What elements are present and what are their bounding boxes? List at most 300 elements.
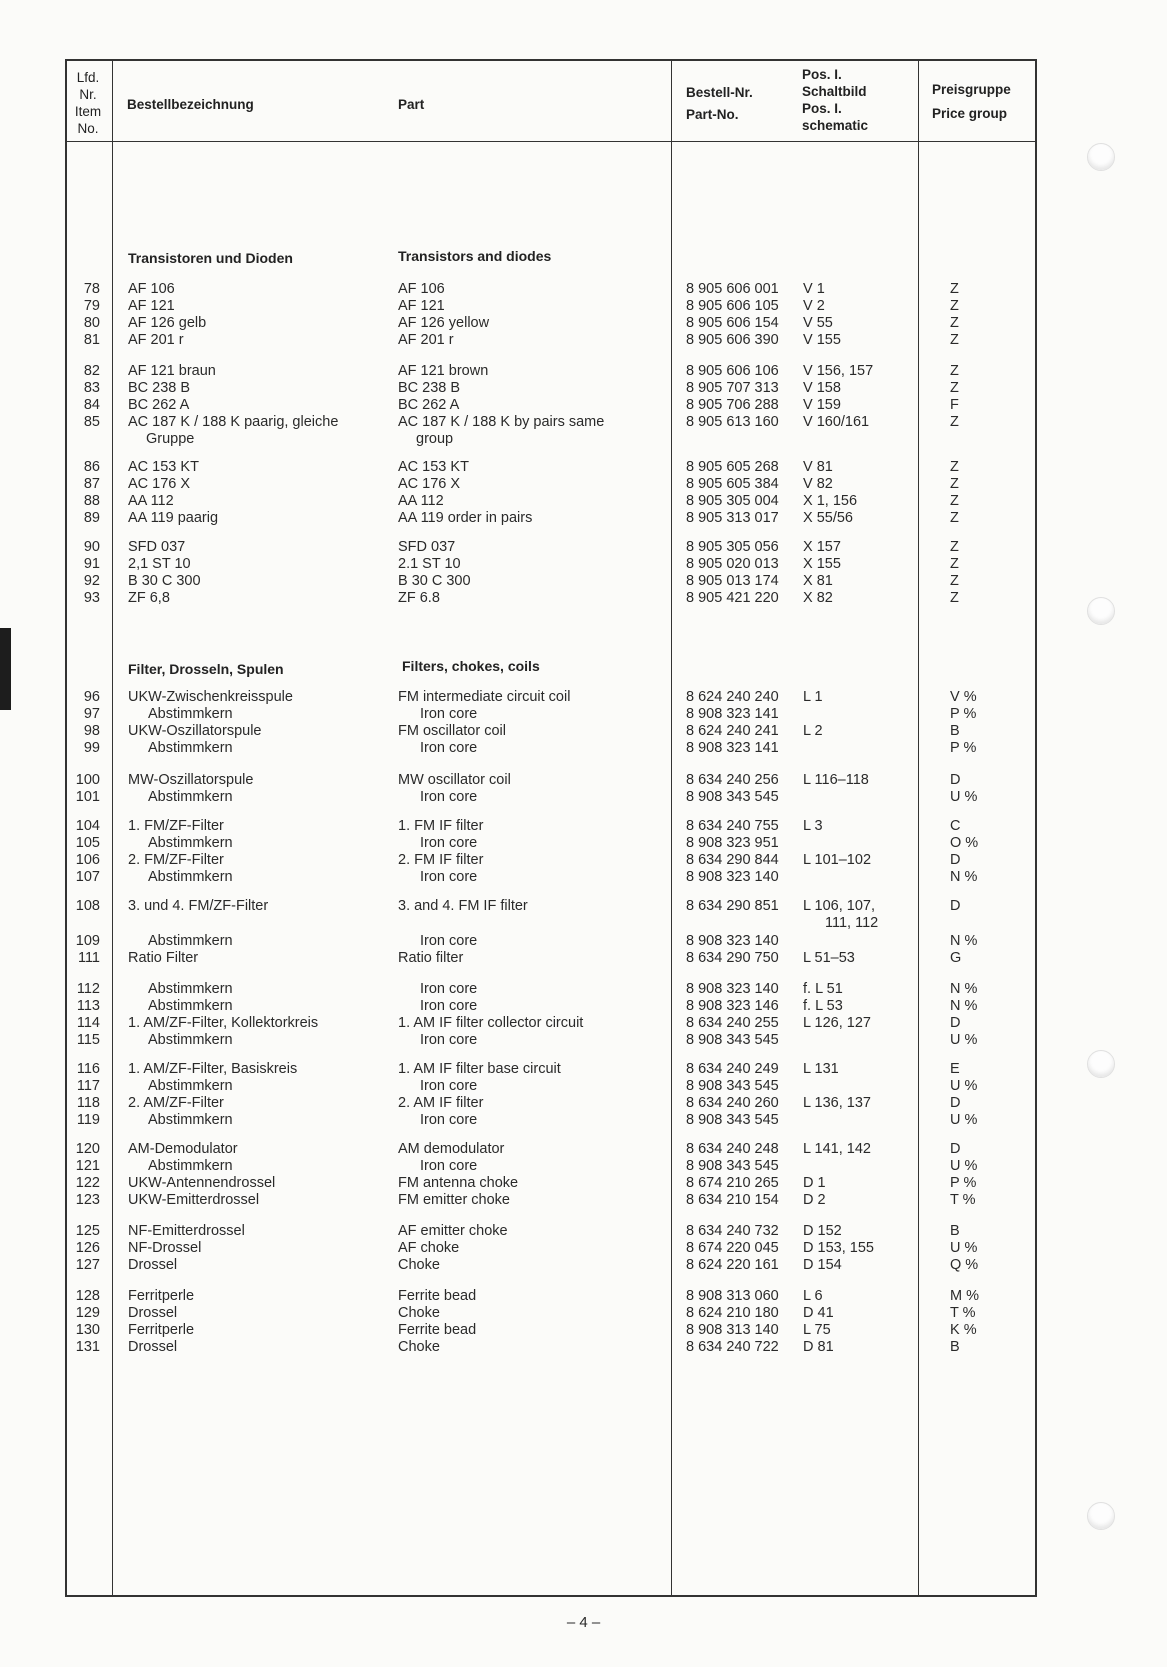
part-description: AC 176 X	[398, 476, 461, 492]
item-number: 89	[83, 510, 100, 526]
part-number: 8 908 323 146	[686, 998, 779, 1014]
header-text: No.	[77, 121, 99, 136]
part-number: 8 624 210 180	[686, 1305, 779, 1321]
table-row	[0, 932, 1167, 950]
part-description: AC 187 K / 188 K by pairs same	[398, 414, 605, 430]
item-number: 131	[75, 1339, 100, 1355]
part-description: SFD 037	[398, 539, 456, 555]
part-number: 8 624 220 161	[686, 1257, 779, 1273]
order-description: Ratio Filter	[128, 950, 199, 966]
part-description: BC 262 A	[398, 397, 460, 413]
item-number: 119	[76, 1112, 100, 1128]
order-description: Abstimmkern	[148, 1158, 233, 1174]
price-group: N %	[950, 933, 978, 949]
price-group: Z	[950, 573, 959, 589]
item-number: 104	[75, 818, 100, 834]
part-number: 8 908 323 141	[686, 740, 779, 756]
punch-hole	[1087, 1502, 1115, 1530]
part-number: 8 908 343 545	[686, 1078, 779, 1094]
order-description: AF 106	[128, 281, 175, 297]
item-number: 91	[83, 556, 100, 572]
part-number: 8 674 220 045	[686, 1240, 779, 1256]
header-text: Price group	[932, 106, 1008, 121]
item-number: 112	[76, 981, 100, 997]
item-number: 122	[75, 1175, 100, 1191]
header-order-desc: Bestellbezeichnung	[127, 97, 254, 112]
item-number: 121	[75, 1158, 100, 1174]
part-description: AF 126 yellow	[398, 315, 490, 331]
section-title-de: Filter, Drosseln, Spulen	[128, 661, 284, 677]
order-description: Abstimmkern	[148, 1078, 233, 1094]
price-group: K %	[950, 1322, 977, 1338]
schematic-position: X 82	[803, 590, 833, 606]
part-description: Choke	[398, 1339, 440, 1355]
punch-hole	[1087, 143, 1115, 171]
table-row	[0, 1014, 1167, 1032]
price-group: N %	[950, 981, 978, 997]
item-number: 87	[83, 476, 100, 492]
part-number: 8 905 613 160	[686, 414, 779, 430]
part-description: 3. and 4. FM IF filter	[398, 898, 528, 914]
part-description: Iron core	[420, 1158, 478, 1174]
price-group: D	[950, 852, 961, 868]
part-description: AF 121	[398, 298, 445, 314]
price-group: P %	[950, 740, 977, 756]
order-description: UKW-Zwischenkreisspule	[128, 689, 293, 705]
table-row	[0, 509, 1167, 527]
price-group: M %	[950, 1288, 979, 1304]
schematic-position: D 2	[803, 1192, 826, 1208]
order-description: Abstimmkern	[148, 933, 233, 949]
order-description: ZF 6,8	[128, 590, 170, 606]
item-number: 84	[83, 397, 100, 413]
schematic-position: L 3	[803, 818, 823, 834]
schematic-position: V 81	[803, 459, 833, 475]
part-number: 8 908 343 545	[686, 789, 779, 805]
item-number: 81	[83, 332, 100, 348]
part-number: 8 908 343 545	[686, 1112, 779, 1128]
part-number: 8 905 606 154	[686, 315, 779, 331]
price-group: Z	[950, 332, 959, 348]
schematic-position: V 156, 157	[803, 363, 874, 379]
order-description: AF 126 gelb	[128, 315, 207, 331]
price-group: D	[950, 1095, 961, 1111]
price-group: Q %	[950, 1257, 979, 1273]
table-row	[0, 851, 1167, 869]
item-number: 92	[83, 573, 100, 589]
part-number: 8 908 323 140	[686, 981, 779, 997]
table-row	[0, 1111, 1167, 1129]
header-text: Item	[74, 104, 102, 119]
table-row	[0, 396, 1167, 414]
table-row	[0, 538, 1167, 556]
item-number: 116	[76, 1061, 100, 1077]
price-group: Z	[950, 281, 959, 297]
table-row	[0, 705, 1167, 723]
price-group: T %	[950, 1305, 976, 1321]
price-group: D	[950, 772, 961, 788]
price-group: D	[950, 898, 961, 914]
part-number: 8 905 013 174	[686, 573, 779, 589]
item-number: 97	[83, 706, 100, 722]
item-number: 115	[76, 1032, 100, 1048]
header-text: schematic	[802, 118, 869, 133]
order-description: Abstimmkern	[148, 998, 233, 1014]
header-part: Part	[398, 97, 425, 112]
price-group: D	[950, 1015, 961, 1031]
item-number: 114	[76, 1015, 100, 1031]
part-description: Ratio filter	[398, 950, 464, 966]
item-number: 83	[83, 380, 100, 396]
part-number: 8 905 421 220	[686, 590, 779, 606]
part-description: BC 238 B	[398, 380, 461, 396]
order-description: Drossel	[128, 1339, 178, 1355]
order-description: 1. AM/ZF-Filter, Kollektorkreis	[128, 1015, 319, 1031]
header-price-group	[932, 78, 1011, 126]
part-number: 8 908 323 951	[686, 835, 779, 851]
price-group: C	[950, 818, 961, 834]
order-description: 1. AM/ZF-Filter, Basiskreis	[128, 1061, 298, 1077]
header-text: Pos. I.	[802, 101, 842, 116]
table-row	[0, 1077, 1167, 1095]
schematic-position: L 141, 142	[803, 1141, 871, 1157]
price-group: Z	[950, 556, 959, 572]
price-group: P %	[950, 1175, 977, 1191]
item-number: 130	[75, 1322, 100, 1338]
section-title-en: Transistors and diodes	[398, 248, 552, 264]
order-description: Abstimmkern	[148, 740, 233, 756]
part-number: 8 634 240 732	[686, 1223, 779, 1239]
table-row	[0, 589, 1167, 607]
part-number: 8 905 313 017	[686, 510, 779, 526]
table-row	[0, 379, 1167, 397]
price-group: Z	[950, 315, 959, 331]
order-description: 2. FM/ZF-Filter	[128, 852, 224, 868]
header-order-no	[686, 82, 753, 126]
order-description: AA 112	[128, 493, 174, 509]
order-description: NF-Emitterdrossel	[128, 1223, 245, 1239]
item-number: 106	[75, 852, 100, 868]
schematic-position: X 157	[803, 539, 841, 555]
schematic-position: D 1	[803, 1175, 826, 1191]
price-group: U %	[950, 1158, 978, 1174]
part-number: 8 624 240 240	[686, 689, 779, 705]
table-row	[0, 1157, 1167, 1175]
item-number: 117	[76, 1078, 100, 1094]
item-number: 120	[75, 1141, 100, 1157]
schematic-position: L 116–118	[803, 772, 869, 788]
table-row	[0, 1191, 1167, 1209]
header-pos	[802, 66, 868, 134]
schematic-position: V 2	[803, 298, 825, 314]
part-number: 8 634 240 248	[686, 1141, 779, 1157]
part-number: 8 905 305 056	[686, 539, 779, 555]
part-number: 8 905 605 268	[686, 459, 779, 475]
table-row	[0, 1256, 1167, 1274]
part-description: Ferrite bead	[398, 1288, 477, 1304]
order-description: MW-Oszillatorspule	[128, 772, 254, 788]
part-description: FM intermediate circuit coil	[398, 689, 571, 705]
table-row	[0, 430, 1167, 448]
item-number: 128	[75, 1288, 100, 1304]
part-number: 8 634 210 154	[686, 1192, 779, 1208]
schematic-position: X 155	[803, 556, 841, 572]
part-description: AM demodulator	[398, 1141, 505, 1157]
price-group: N %	[950, 998, 978, 1014]
price-group: B	[950, 1339, 960, 1355]
order-description: NF-Drossel	[128, 1240, 202, 1256]
part-number: 8 908 313 140	[686, 1322, 779, 1338]
part-description: Iron core	[420, 1078, 478, 1094]
schematic-position: L 2	[803, 723, 823, 739]
order-description: Gruppe	[146, 431, 195, 447]
schematic-position: D 41	[803, 1305, 834, 1321]
price-group: Z	[950, 298, 959, 314]
schematic-position: L 126, 127	[803, 1015, 871, 1031]
order-description: 2. AM/ZF-Filter	[128, 1095, 224, 1111]
table-row	[0, 980, 1167, 998]
part-description: AA 119 order in pairs	[398, 510, 533, 526]
schematic-position: V 155	[803, 332, 841, 348]
table-row	[0, 314, 1167, 332]
order-description: 2,1 ST 10	[128, 556, 191, 572]
schematic-position: f. L 53	[803, 998, 843, 1014]
order-description: AC 176 X	[128, 476, 191, 492]
table-row	[0, 297, 1167, 315]
table-row	[0, 413, 1167, 431]
item-number: 111	[77, 950, 100, 966]
item-number: 93	[83, 590, 100, 606]
table-row	[0, 1174, 1167, 1192]
table-row	[0, 1287, 1167, 1305]
schematic-position: D 154	[803, 1257, 842, 1273]
item-number: 101	[75, 789, 100, 805]
table-row	[0, 817, 1167, 835]
price-group: Z	[950, 510, 959, 526]
table-row	[0, 1304, 1167, 1322]
part-description: 1. FM IF filter	[398, 818, 484, 834]
item-number: 90	[83, 539, 100, 555]
table-row	[0, 458, 1167, 476]
table-row	[0, 492, 1167, 510]
price-group: Z	[950, 414, 959, 430]
order-description: Ferritperle	[128, 1322, 195, 1338]
schematic-position: L 6	[803, 1288, 823, 1304]
part-description: 1. AM IF filter collector circuit	[398, 1015, 584, 1031]
part-description: AF 201 r	[398, 332, 454, 348]
part-number: 8 634 240 260	[686, 1095, 779, 1111]
schematic-position: V 55	[803, 315, 833, 331]
part-number: 8 634 290 750	[686, 950, 779, 966]
table-row	[0, 868, 1167, 886]
schematic-position: L 131	[803, 1061, 839, 1077]
order-description: Abstimmkern	[148, 1032, 233, 1048]
part-description: Ferrite bead	[398, 1322, 477, 1338]
part-description: AF choke	[398, 1240, 460, 1256]
part-description: B 30 C 300	[398, 573, 471, 589]
item-number: 108	[75, 898, 100, 914]
schematic-position: f. L 51	[803, 981, 843, 997]
part-description: ZF 6.8	[398, 590, 440, 606]
schematic-position: L 1	[803, 689, 823, 705]
table-row	[0, 949, 1167, 967]
part-number: 8 908 323 140	[686, 869, 779, 885]
table-row	[0, 1094, 1167, 1112]
table-row	[0, 362, 1167, 380]
part-description: MW oscillator coil	[398, 772, 511, 788]
price-group: P %	[950, 706, 977, 722]
price-group: Z	[950, 476, 959, 492]
header-text: Bestell-Nr.	[686, 85, 753, 100]
order-description: AF 201 r	[128, 332, 184, 348]
part-description: Choke	[398, 1305, 440, 1321]
table-row	[0, 1222, 1167, 1240]
table-row	[0, 1140, 1167, 1158]
table-row	[0, 1321, 1167, 1339]
order-description: UKW-Oszillatorspule	[128, 723, 262, 739]
header-text: Schaltbild	[802, 84, 867, 99]
item-number: 129	[75, 1305, 100, 1321]
order-description: Abstimmkern	[148, 835, 233, 851]
schematic-position: V 1	[803, 281, 825, 297]
table-row	[0, 572, 1167, 590]
item-number: 105	[75, 835, 100, 851]
price-group: V %	[950, 689, 977, 705]
order-description: AM-Demodulator	[128, 1141, 238, 1157]
order-description: Abstimmkern	[148, 789, 233, 805]
price-group: O %	[950, 835, 979, 851]
price-group: B	[950, 723, 960, 739]
part-description: Iron core	[420, 869, 478, 885]
part-description: AA 112	[398, 493, 444, 509]
order-description: UKW-Emitterdrossel	[128, 1192, 260, 1208]
part-number: 8 908 343 545	[686, 1032, 779, 1048]
header-text: Preisgruppe	[932, 82, 1011, 97]
item-number: 126	[75, 1240, 100, 1256]
part-description: FM antenna choke	[398, 1175, 519, 1191]
part-description: Iron core	[420, 998, 478, 1014]
part-number: 8 908 343 545	[686, 1158, 779, 1174]
order-description: SFD 037	[128, 539, 186, 555]
table-row	[0, 722, 1167, 740]
part-number: 8 634 240 755	[686, 818, 779, 834]
item-number: 80	[83, 315, 100, 331]
price-group: U %	[950, 1240, 978, 1256]
part-number: 8 634 240 249	[686, 1061, 779, 1077]
order-description: AC 153 KT	[128, 459, 199, 475]
schematic-position: L 101–102	[803, 852, 872, 868]
schematic-position: X 81	[803, 573, 833, 589]
item-number: 85	[83, 414, 100, 430]
price-group: Z	[950, 493, 959, 509]
order-description: AA 119 paarig	[128, 510, 219, 526]
order-description: AF 121	[128, 298, 175, 314]
price-group: F	[950, 397, 959, 413]
part-description: FM oscillator coil	[398, 723, 506, 739]
order-description: Drossel	[128, 1305, 178, 1321]
header-text: Nr.	[79, 87, 97, 102]
order-description: Abstimmkern	[148, 706, 233, 722]
price-group: D	[950, 1141, 961, 1157]
order-description: Drossel	[128, 1257, 178, 1273]
part-number: 8 634 240 256	[686, 772, 779, 788]
price-group: Z	[950, 459, 959, 475]
schematic-position: X 55/56	[803, 510, 853, 526]
table-row	[0, 475, 1167, 493]
table-row	[0, 788, 1167, 806]
part-description: Iron core	[420, 835, 478, 851]
part-number: 8 634 290 844	[686, 852, 779, 868]
part-number: 8 908 323 141	[686, 706, 779, 722]
price-group: B	[950, 1223, 960, 1239]
item-number: 125	[75, 1223, 100, 1239]
schematic-position: D 81	[803, 1339, 834, 1355]
price-group: U %	[950, 1112, 978, 1128]
price-group: G	[950, 950, 962, 966]
order-description: Abstimmkern	[148, 869, 233, 885]
schematic-position: L 75	[803, 1322, 831, 1338]
table-row	[0, 555, 1167, 573]
item-number: 127	[75, 1257, 100, 1273]
table-row	[0, 739, 1167, 757]
order-description: B 30 C 300	[128, 573, 201, 589]
order-description: AC 187 K / 188 K paarig, gleiche	[128, 414, 339, 430]
part-number: 8 905 605 384	[686, 476, 779, 492]
part-number: 8 905 606 106	[686, 363, 779, 379]
schematic-position: V 82	[803, 476, 833, 492]
item-number: 109	[75, 933, 100, 949]
price-group: E	[950, 1061, 960, 1077]
schematic-position: D 152	[803, 1223, 842, 1239]
part-number: 8 634 240 722	[686, 1339, 779, 1355]
item-number: 78	[83, 281, 100, 297]
part-description: Choke	[398, 1257, 440, 1273]
order-description: 1. FM/ZF-Filter	[128, 818, 224, 834]
part-description: Iron core	[420, 1112, 478, 1128]
item-number: 82	[83, 363, 100, 379]
part-description: 2. AM IF filter	[398, 1095, 484, 1111]
part-number: 8 905 606 105	[686, 298, 779, 314]
header-text: Part-No.	[686, 107, 739, 122]
schematic-position: D 153, 155	[803, 1240, 874, 1256]
order-description: 3. und 4. FM/ZF-Filter	[128, 898, 269, 914]
order-description: Abstimmkern	[148, 981, 233, 997]
part-number: 8 908 313 060	[686, 1288, 779, 1304]
item-number: 107	[75, 869, 100, 885]
part-description: FM emitter choke	[398, 1192, 510, 1208]
part-description: 1. AM IF filter base circuit	[398, 1061, 561, 1077]
order-description: BC 238 B	[128, 380, 191, 396]
part-description: Iron core	[420, 789, 478, 805]
item-number: 123	[75, 1192, 100, 1208]
part-number: 8 624 240 241	[686, 723, 779, 739]
price-group: U %	[950, 1078, 978, 1094]
part-number: 8 905 020 013	[686, 556, 779, 572]
table-row	[0, 280, 1167, 298]
part-description: Iron core	[420, 981, 478, 997]
price-group: N %	[950, 869, 978, 885]
order-description: BC 262 A	[128, 397, 190, 413]
part-description: Iron core	[420, 933, 478, 949]
part-description: 2. FM IF filter	[398, 852, 484, 868]
item-number: 79	[83, 298, 100, 314]
section-title-de: Transistoren und Dioden	[128, 250, 293, 266]
schematic-position: X 1, 156	[803, 493, 858, 509]
schematic-position: V 158	[803, 380, 841, 396]
item-number: 118	[76, 1095, 100, 1111]
item-number: 113	[76, 998, 100, 1014]
part-description: AC 153 KT	[398, 459, 469, 475]
